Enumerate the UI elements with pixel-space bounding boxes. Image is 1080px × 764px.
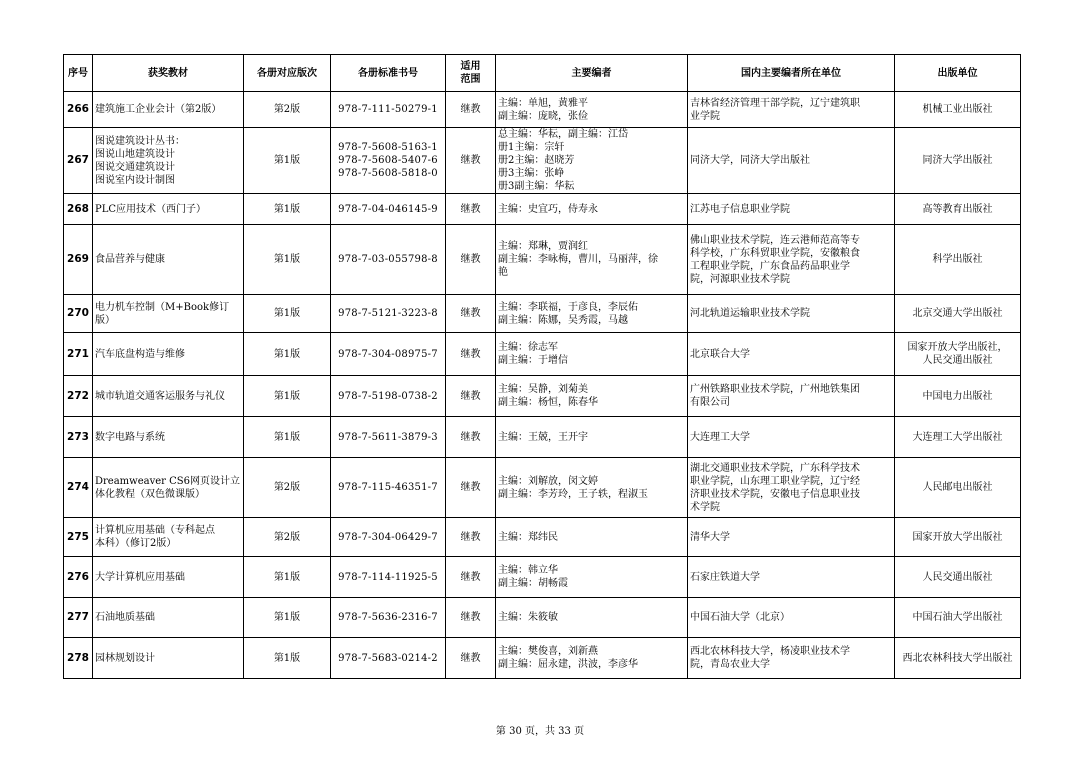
edition-line: 第1版	[273, 571, 301, 583]
table-row	[64, 638, 1021, 679]
editor-units-line: 院，青岛农业大学	[690, 659, 770, 670]
cell-isbn	[331, 128, 446, 194]
editor-units-line: 清华大学	[690, 531, 730, 543]
cell-textbook-title	[93, 225, 244, 295]
cell-scope: 继教	[446, 92, 496, 128]
cell-edition	[244, 376, 331, 417]
cell-publisher	[895, 194, 1021, 225]
edition-line: 第1版	[273, 155, 301, 166]
publisher-line: 大连理工大学出版社	[912, 431, 1003, 443]
editor-units-line: 科学校，广东科贸职业学院，安徽粮食	[690, 247, 860, 259]
editor-units-line: 北京联合大学	[690, 348, 750, 360]
editor-units-line: 吉林省经济管理干部学院，辽宁建筑职	[690, 97, 860, 109]
editor-units-line: 佛山职业技术学院，连云港师范高等专	[690, 234, 860, 246]
textbook-title-line: 图说交通建筑设计	[95, 161, 175, 173]
textbook-title-line: 数字电路与系统	[95, 431, 165, 443]
cell-textbook-title	[93, 417, 244, 458]
cell-editor-units	[688, 557, 895, 598]
cell-editors	[496, 557, 688, 598]
cell-publisher	[895, 376, 1021, 417]
cell-publisher	[895, 638, 1021, 679]
isbn-line: 978-7-5121-3223-8	[338, 308, 438, 319]
cell-isbn	[331, 557, 446, 598]
cell-editors	[496, 417, 688, 458]
textbook-title-line: PLC应用技术（西门子）	[95, 203, 207, 215]
cell-editors	[496, 128, 688, 194]
edition-line: 第1版	[273, 203, 301, 215]
cell-edition	[244, 417, 331, 458]
cell-editors	[496, 295, 688, 333]
cell-publisher	[895, 92, 1021, 128]
table-row	[64, 128, 1021, 194]
editors-line: 副主编：胡畅霞	[498, 578, 568, 589]
cell-row-number: 269	[64, 225, 93, 295]
cell-row-number: 273	[64, 417, 93, 458]
table-row	[64, 295, 1021, 333]
cell-edition	[244, 557, 331, 598]
cell-row-number: 275	[64, 518, 93, 557]
cell-editors	[496, 598, 688, 638]
header-isbn: 各册标准书号	[331, 55, 446, 92]
table-row	[64, 194, 1021, 225]
table-row	[64, 376, 1021, 417]
editors-line: 主编：樊俊喜，刘新燕	[498, 646, 598, 657]
cell-scope: 继教	[446, 598, 496, 638]
editors-line: 主编：王兢，王开宇	[498, 431, 588, 443]
editors-line: 册3副主编：华耘	[498, 181, 575, 192]
cell-editors	[496, 225, 688, 295]
cell-row-number: 277	[64, 598, 93, 638]
cell-isbn	[331, 92, 446, 128]
editors-line: 册3主编：张峥	[498, 168, 565, 179]
cell-isbn	[331, 333, 446, 376]
textbook-title-line: 图说室内设计制图	[95, 174, 175, 186]
editor-units-line: 工程职业学院，广东食品药品职业学	[690, 260, 850, 272]
cell-publisher	[895, 557, 1021, 598]
editor-units-line: 河北轨道运输职业技术学院	[690, 308, 810, 319]
cell-editor-units	[688, 128, 895, 194]
editor-units-line: 院，河源职业技术学院	[690, 273, 790, 285]
publisher-line: 国家开放大学出版社	[912, 531, 1003, 543]
cell-editors	[496, 518, 688, 557]
cell-scope: 继教	[446, 194, 496, 225]
publisher-line: 中国电力出版社	[922, 390, 993, 402]
cell-isbn	[331, 598, 446, 638]
cell-edition	[244, 92, 331, 128]
isbn-line: 978-7-5636-2316-7	[338, 612, 438, 623]
cell-edition	[244, 458, 331, 518]
header-title: 获奖教材	[93, 55, 244, 92]
editors-line: 册2主编：赵晓芳	[498, 155, 575, 166]
editors-line: 主编：徐志军	[498, 342, 558, 353]
cell-publisher	[895, 225, 1021, 295]
cell-publisher	[895, 518, 1021, 557]
publisher-line: 人民交通出版社	[922, 355, 993, 366]
cell-row-number: 267	[64, 128, 93, 194]
publisher-line: 科学出版社	[932, 254, 983, 265]
textbook-title-line: 版）	[95, 314, 115, 326]
editor-units-line: 术学院	[690, 501, 720, 513]
editors-line: 主编：朱筱敏	[498, 612, 558, 623]
isbn-line: 978-7-5608-5818-0	[338, 168, 438, 179]
editors-line: 副主编：屈永建，洪波，李彦华	[498, 659, 638, 670]
editors-line: 主编：刘解放，闵文婷	[498, 475, 598, 487]
edition-line: 第1版	[273, 348, 301, 360]
textbook-title-line: 食品营养与健康	[95, 254, 165, 265]
isbn-line: 978-7-5198-0738-2	[338, 390, 438, 402]
cell-isbn	[331, 518, 446, 557]
awards-table	[63, 54, 1021, 679]
cell-scope: 继教	[446, 376, 496, 417]
header-no: 序号	[64, 55, 93, 92]
cell-edition	[244, 295, 331, 333]
header-scope-text: 适用范围	[460, 61, 481, 85]
cell-isbn	[331, 194, 446, 225]
cell-edition	[244, 128, 331, 194]
header-edition: 各册对应版次	[244, 55, 331, 92]
page-footer: 第 30 页，共 33 页	[495, 726, 585, 737]
cell-textbook-title	[93, 295, 244, 333]
edition-line: 第1版	[273, 431, 301, 443]
cell-editor-units	[688, 458, 895, 518]
textbook-title-line: 本科）（修订2版）	[95, 538, 177, 549]
editor-units-line: 大连理工大学	[690, 431, 750, 443]
cell-scope: 继教	[446, 557, 496, 598]
edition-line: 第2版	[273, 482, 301, 493]
editors-line: 总主编：华耘，副主编：江岱	[498, 129, 628, 140]
editors-line: 主编：单旭，黄雅平	[498, 97, 588, 109]
edition-line: 第1版	[273, 612, 301, 623]
isbn-line: 978-7-114-11925-5	[338, 571, 438, 583]
cell-scope: 继教	[446, 638, 496, 679]
isbn-line: 978-7-5611-3879-3	[338, 431, 438, 443]
publisher-line: 国家开放大学出版社，	[907, 342, 1008, 353]
textbook-title-line: Dreamweaver CS6网页设计立	[95, 475, 240, 487]
editors-line: 副主编：庞晓，张俭	[498, 110, 588, 122]
editors-line: 副主编：于增信	[498, 355, 568, 366]
edition-line: 第1版	[273, 652, 301, 664]
cell-scope: 继教	[446, 333, 496, 376]
textbook-title-line: 城市轨道交通客运服务与礼仪	[95, 390, 225, 402]
header-publisher: 出版单位	[895, 55, 1021, 92]
header-scope	[446, 55, 496, 92]
cell-textbook-title	[93, 128, 244, 194]
cell-editor-units	[688, 92, 895, 128]
textbook-title-line: 汽车底盘构造与维修	[95, 348, 185, 360]
table-row	[64, 518, 1021, 557]
cell-edition	[244, 225, 331, 295]
publisher-line: 人民交通出版社	[922, 571, 993, 583]
cell-editors	[496, 458, 688, 518]
table-row	[64, 92, 1021, 128]
textbook-title-line: 园林规划设计	[95, 652, 155, 664]
publisher-line: 西北农林科技大学出版社	[902, 652, 1013, 664]
editor-units-line: 同济大学，同济大学出版社	[690, 155, 810, 166]
table-row	[64, 557, 1021, 598]
cell-edition	[244, 194, 331, 225]
cell-publisher	[895, 458, 1021, 518]
cell-edition	[244, 638, 331, 679]
edition-line: 第2版	[273, 531, 301, 543]
isbn-line: 978-7-304-06429-7	[338, 531, 438, 543]
cell-textbook-title	[93, 333, 244, 376]
cell-isbn	[331, 458, 446, 518]
textbook-title-line: 计算机应用基础（专科起点	[95, 525, 215, 536]
table-body	[64, 92, 1021, 679]
cell-editor-units	[688, 295, 895, 333]
editors-line: 副主编：杨恒，陈春华	[498, 397, 598, 408]
publisher-line: 机械工业出版社	[922, 104, 993, 115]
cell-isbn	[331, 225, 446, 295]
editors-line: 册1主编：宗轩	[498, 142, 565, 153]
cell-editors	[496, 194, 688, 225]
cell-edition	[244, 518, 331, 557]
cell-edition	[244, 598, 331, 638]
cell-row-number: 278	[64, 638, 93, 679]
table-row	[64, 458, 1021, 518]
textbook-title-line: 大学计算机应用基础	[95, 571, 185, 583]
cell-editors	[496, 92, 688, 128]
cell-editor-units	[688, 333, 895, 376]
edition-line: 第2版	[273, 104, 301, 115]
cell-isbn	[331, 376, 446, 417]
publisher-line: 中国石油大学出版社	[912, 612, 1003, 623]
edition-line: 第1版	[273, 308, 301, 319]
cell-row-number: 268	[64, 194, 93, 225]
cell-row-number: 266	[64, 92, 93, 128]
editor-units-line: 石家庄铁道大学	[690, 571, 760, 583]
textbook-title-line: 图说建筑设计丛书：	[95, 135, 185, 147]
isbn-line: 978-7-111-50279-1	[338, 104, 438, 115]
table-row	[64, 333, 1021, 376]
isbn-line: 978-7-5608-5163-1	[338, 142, 438, 153]
cell-row-number: 274	[64, 458, 93, 518]
cell-publisher	[895, 128, 1021, 194]
cell-textbook-title	[93, 458, 244, 518]
editor-units-line: 江苏电子信息职业学院	[690, 203, 790, 215]
textbook-title-line: 石油地质基础	[95, 612, 155, 623]
cell-editors	[496, 638, 688, 679]
table-row	[64, 225, 1021, 295]
editors-line: 主编：郑琳，贾润红	[498, 241, 588, 252]
cell-editor-units	[688, 417, 895, 458]
editor-units-line: 广州铁路职业技术学院，广州地铁集团	[690, 384, 860, 395]
editors-line: 副主编：李芳玲，王子轶，程淑玉	[498, 488, 648, 500]
editor-units-line: 中国石油大学（北京）	[690, 612, 790, 623]
isbn-line: 978-7-115-46351-7	[338, 482, 438, 493]
header-editors: 主要编者	[496, 55, 688, 92]
cell-row-number: 276	[64, 557, 93, 598]
cell-editors	[496, 333, 688, 376]
cell-editor-units	[688, 638, 895, 679]
cell-editor-units	[688, 225, 895, 295]
cell-publisher	[895, 417, 1021, 458]
isbn-line: 978-7-04-046145-9	[338, 203, 438, 215]
editors-line: 主编：郑纬民	[498, 531, 558, 543]
cell-textbook-title	[93, 92, 244, 128]
publisher-line: 同济大学出版社	[922, 155, 993, 166]
publisher-line: 人民邮电出版社	[922, 482, 993, 493]
editors-line: 艳	[498, 267, 508, 278]
editor-units-line: 业学院	[690, 110, 720, 122]
cell-textbook-title	[93, 376, 244, 417]
cell-isbn	[331, 417, 446, 458]
cell-scope: 继教	[446, 518, 496, 557]
cell-edition	[244, 333, 331, 376]
textbook-title-line: 建筑施工企业会计（第2版）	[95, 104, 222, 115]
isbn-line: 978-7-304-08975-7	[338, 348, 438, 360]
textbook-title-line: 图说山地建筑设计	[95, 148, 175, 160]
cell-publisher	[895, 295, 1021, 333]
cell-textbook-title	[93, 638, 244, 679]
isbn-line: 978-7-5608-5407-6	[338, 155, 438, 166]
textbook-title-line: 体化教程（双色微课版）	[95, 488, 205, 500]
isbn-line: 978-7-5683-0214-2	[338, 652, 438, 664]
editor-units-line: 济职业技术学院，安徽电子信息职业技	[690, 488, 860, 500]
table-row	[64, 417, 1021, 458]
cell-editor-units	[688, 598, 895, 638]
cell-textbook-title	[93, 194, 244, 225]
cell-publisher	[895, 598, 1021, 638]
cell-scope: 继教	[446, 128, 496, 194]
editors-line: 主编：吴静，刘菊美	[498, 384, 588, 395]
cell-isbn	[331, 295, 446, 333]
header-units: 国内主要编者所在单位	[688, 55, 895, 92]
cell-editor-units	[688, 376, 895, 417]
header-row	[64, 55, 1021, 92]
editors-line: 主编：韩立华	[498, 565, 558, 576]
cell-textbook-title	[93, 518, 244, 557]
cell-row-number: 272	[64, 376, 93, 417]
cell-editor-units	[688, 194, 895, 225]
cell-scope: 继教	[446, 458, 496, 518]
editors-line: 副主编：陈娜，吴秀霞，马越	[498, 314, 628, 326]
cell-isbn	[331, 638, 446, 679]
cell-scope: 继教	[446, 417, 496, 458]
cell-scope: 继教	[446, 295, 496, 333]
isbn-line: 978-7-03-055798-8	[338, 254, 438, 265]
editors-line: 副主编：李咏梅，曹川，马丽萍，徐	[498, 254, 658, 265]
editor-units-line: 有限公司	[690, 397, 730, 408]
editors-line: 主编：李联福，于彦良，李辰佑	[498, 301, 638, 313]
cell-editors	[496, 376, 688, 417]
editor-units-line: 西北农林科技大学，杨凌职业技术学	[690, 646, 850, 657]
cell-row-number: 271	[64, 333, 93, 376]
cell-row-number: 270	[64, 295, 93, 333]
table-row	[64, 598, 1021, 638]
publisher-line: 北京交通大学出版社	[912, 308, 1003, 319]
edition-line: 第1版	[273, 254, 301, 265]
cell-editor-units	[688, 518, 895, 557]
editor-units-line: 湖北交通职业技术学院，广东科学技术	[690, 462, 860, 474]
editor-units-line: 职业学院，山东理工职业学院，辽宁经	[690, 475, 860, 487]
cell-scope: 继教	[446, 225, 496, 295]
cell-textbook-title	[93, 557, 244, 598]
cell-textbook-title	[93, 598, 244, 638]
editors-line: 主编：史宜巧，侍寿永	[498, 203, 598, 215]
textbook-title-line: 电力机车控制（M+Book修订	[95, 301, 230, 313]
publisher-line: 高等教育出版社	[922, 203, 993, 215]
cell-publisher	[895, 333, 1021, 376]
edition-line: 第1版	[273, 390, 301, 402]
